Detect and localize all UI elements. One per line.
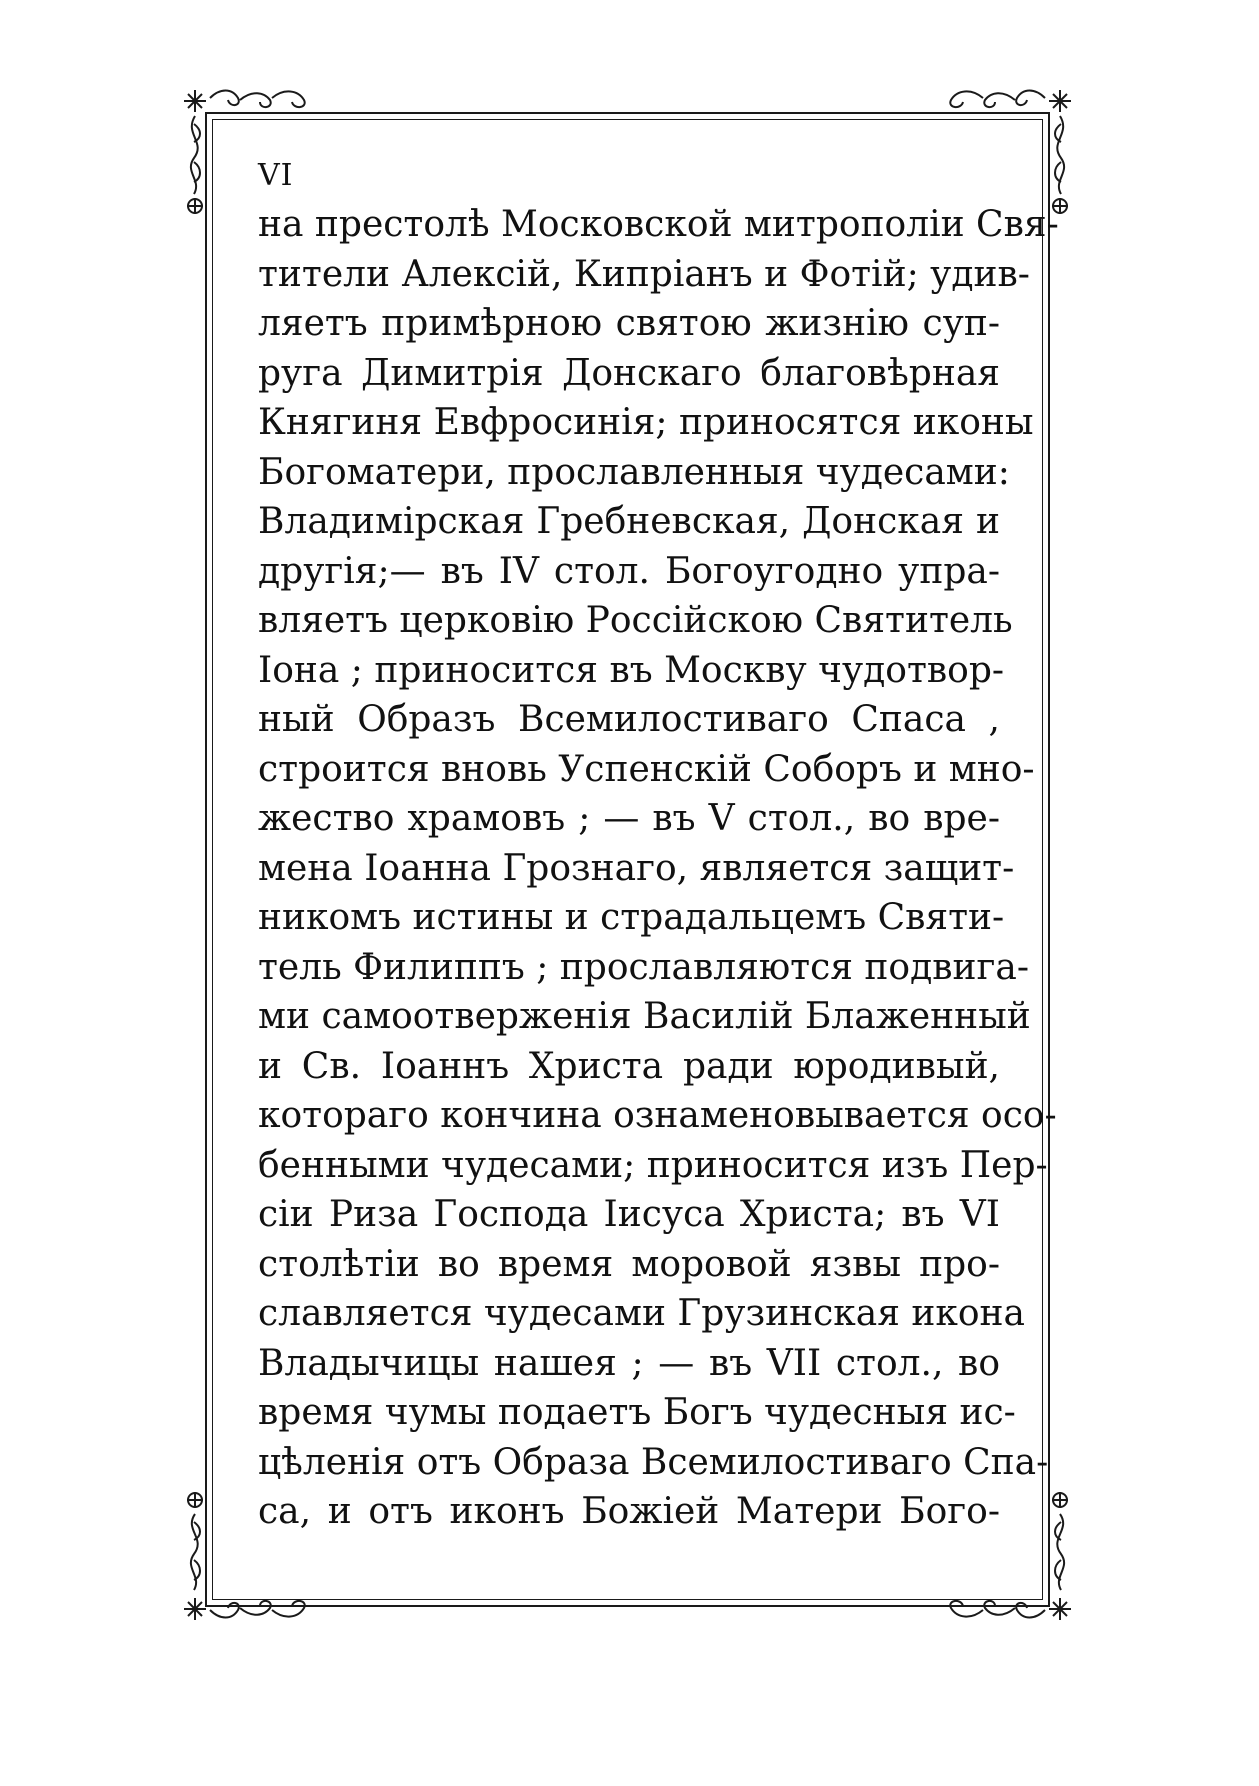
text-line: другія;— въ IV стол. Богоугодно упра- xyxy=(258,550,1000,592)
text-line: тель Филиппъ ; прославляются подвига- xyxy=(258,946,1029,988)
text-line: ный Образъ Всемилостиваго Спаса , xyxy=(258,699,1000,740)
text-line: са, и отъ иконъ Божіей Матери Бого- xyxy=(258,1491,1000,1532)
page-number: VI xyxy=(258,158,294,193)
text-line: сіи Риза Господа Іисуса Христа; въ VI xyxy=(258,1194,1000,1235)
body-text xyxy=(258,200,1059,1537)
text-line: котораго кончина ознаменовывается осо- xyxy=(258,1095,1057,1136)
text-line: ми самоотверженія Василій Блаженный xyxy=(258,996,1031,1037)
text-line: ляетъ примѣрною святою жизнію суп- xyxy=(258,303,1000,344)
text-line: славляется чудесами Грузинская икона xyxy=(258,1293,1025,1334)
text-line: время чумы подаетъ Богъ чудесныя ис- xyxy=(258,1392,1016,1433)
text-line: и Св. Іоаннъ Христа ради юродивый, xyxy=(258,1045,1000,1087)
text-line: Іона ; приносится въ Москву чудотвор- xyxy=(258,649,1005,691)
text-line: вляетъ церковію Россійскою Святитель xyxy=(258,600,1013,641)
text-line: мена Іоанна Грознаго, является защит- xyxy=(258,847,1015,889)
text-line: цѣленія отъ Образа Всемилостиваго Спа- xyxy=(258,1441,1049,1483)
text-line: строится вновь Успенскій Соборъ и мно- xyxy=(258,748,1035,790)
text-line: тители Алексій, Кипріанъ и Фотій; удив- xyxy=(258,253,1030,295)
text-line: никомъ истины и страдальцемъ Святи- xyxy=(258,897,1005,938)
text-line: на престолѣ Московской митрополіи Свя- xyxy=(258,204,1059,245)
text-line: бенными чудесами; приносится изъ Пер- xyxy=(258,1144,1048,1186)
text-line: Владимірская Гребневская, Донская и xyxy=(258,501,1000,542)
text-line: Богоматери, прославленныя чудесами: xyxy=(258,451,1010,493)
text-line: Княгиня Евфросинія; приносятся иконы xyxy=(258,402,1034,443)
text-line: Владычицы нашея ; — въ VII стол., во xyxy=(258,1342,1000,1384)
text-line: руга Димитрія Донскаго благовѣрная xyxy=(258,352,1000,394)
text-line: столѣтіи во время моровой язвы про- xyxy=(258,1243,1000,1285)
text-line: жество храмовъ ; — въ V стол., во вре- xyxy=(258,798,1000,839)
